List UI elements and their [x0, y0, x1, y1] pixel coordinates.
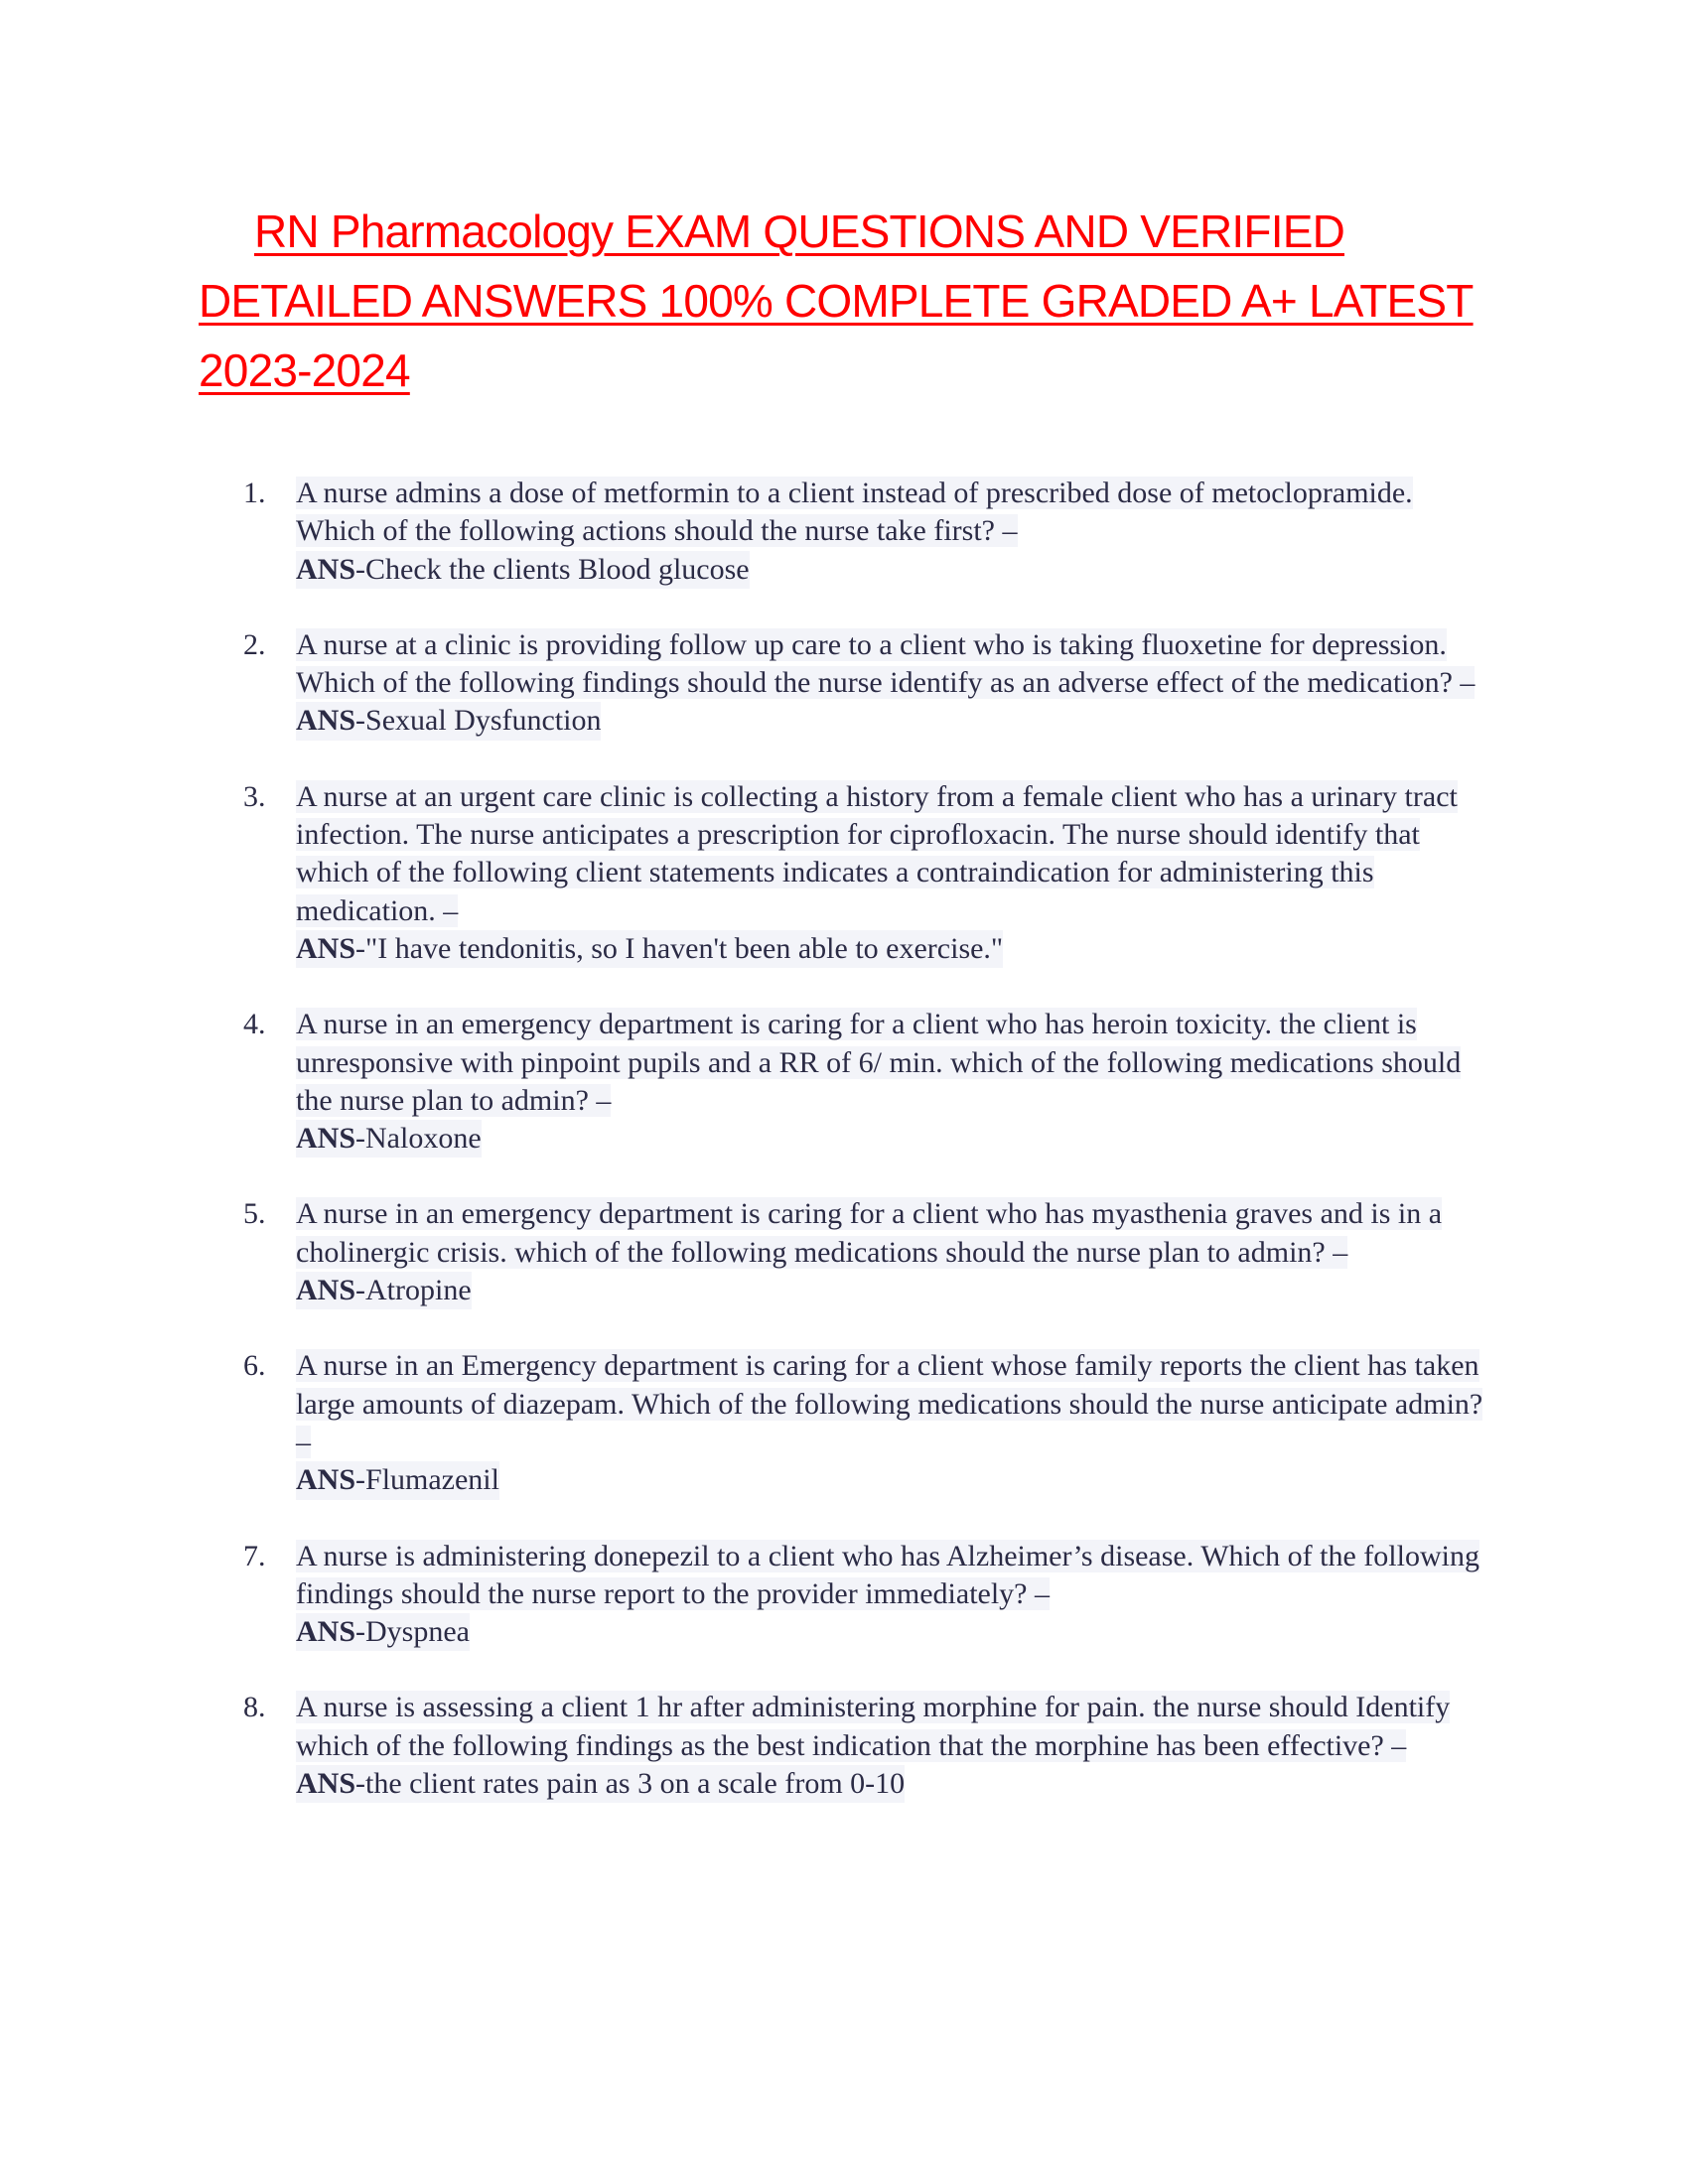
question-text: A nurse admins a dose of metformin to a client instead of prescribed dose of metoclopramide. Which of the following actions should the nurse take first? –: [296, 477, 1413, 548]
question-text: A nurse in an Emergency department is caring for a client whose family reports the client has taken large amounts of diazepam. Which of the following medications should the nurse anticipate admin? –: [296, 1349, 1483, 1458]
answer-value: -Check the clients Blood glucose: [355, 552, 750, 586]
question-number: 5.: [243, 1197, 266, 1231]
answer-text: [296, 702, 601, 740]
question-item: [243, 1689, 1494, 1803]
answer-text: [296, 1272, 472, 1309]
question-text: A nurse at an urgent care clinic is collecting a history from a female client who has a urinary tract infection. The nurse anticipates a prescription for ciprofloxacin. The nurse should identify that which of the following client statements indicates a contraindication for administering this medication. –: [296, 779, 1458, 927]
question-text: A nurse at a clinic is providing follow up care to a client who is taking fluoxetine for depression. Which of the following findings should the nurse identify as an adverse effect of the medication? –: [296, 627, 1476, 700]
answer-text: [296, 930, 1003, 968]
question-number: 8.: [243, 1691, 266, 1724]
answer-value: -Flumazenil: [355, 1463, 499, 1497]
question-text: A nurse is administering donepezil to a client who has Alzheimer’s disease. Which of the following findings should the nurse report to the provider immediately? –: [296, 1539, 1479, 1610]
question-text: A nurse is assessing a client 1 hr after administering morphine for pain. the nurse should Identify which of the following findings as the best indication that the morphine has been effective? –: [296, 1691, 1451, 1762]
title-line-3: 2023-2024: [199, 344, 410, 396]
answer-label: ANS: [296, 552, 356, 586]
answer-text: [296, 1461, 499, 1499]
question-number: 6.: [243, 1349, 266, 1383]
title-line-2: DETAILED ANSWERS 100% COMPLETE GRADED A+ LATEST: [199, 275, 1474, 327]
question-item: [243, 1006, 1494, 1158]
question-item: [243, 626, 1494, 741]
title-line-1: RN Pharmacology EXAM QUESTIONS AND VERIFIED: [254, 205, 1344, 257]
answer-label: ANS: [296, 1767, 356, 1801]
document-title: [199, 197, 1489, 405]
answer-value: -Dyspnea: [355, 1615, 470, 1649]
question-number: 2.: [243, 627, 266, 661]
answer-value: -Naloxone: [355, 1122, 482, 1156]
answer-label: ANS: [296, 1615, 356, 1649]
question-item: [243, 1538, 1494, 1652]
question-item: [243, 1347, 1494, 1499]
answer-text: [296, 1120, 482, 1158]
question-number: 7.: [243, 1539, 266, 1572]
question-item: [243, 475, 1494, 589]
question-number: 4.: [243, 1008, 266, 1041]
answer-label: ANS: [296, 704, 356, 738]
answer-label: ANS: [296, 931, 356, 965]
answer-value: -Sexual Dysfunction: [355, 704, 602, 738]
answer-label: ANS: [296, 1274, 356, 1307]
answer-text: [296, 1765, 905, 1803]
answer-value: -"I have tendonitis, so I haven't been able to exercise.": [355, 931, 1004, 965]
question-text: A nurse in an emergency department is caring for a client who has heroin toxicity. the client is unresponsive with pinpoint pupils and a RR of 6/ min. which of the following medications should the nurse plan to admin? –: [296, 1008, 1462, 1117]
question-number: 3.: [243, 779, 266, 813]
answer-label: ANS: [296, 1463, 356, 1497]
answer-text: [296, 1613, 470, 1651]
question-number: 1.: [243, 477, 266, 509]
question-list: [243, 475, 1494, 1841]
question-item: [243, 778, 1494, 968]
question-text: A nurse in an emergency department is caring for a client who has myasthenia graves and is in a cholinergic crisis. which of the following medications should the nurse plan to admin? –: [296, 1197, 1443, 1269]
answer-value: -Atropine: [355, 1274, 472, 1307]
answer-label: ANS: [296, 1122, 356, 1156]
question-item: [243, 1195, 1494, 1309]
answer-text: [296, 551, 750, 589]
answer-value: -the client rates pain as 3 on a scale from 0-10: [355, 1767, 906, 1801]
